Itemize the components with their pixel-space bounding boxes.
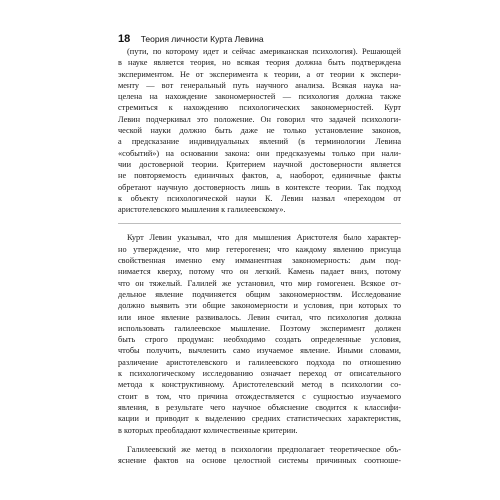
text-line: Левин подчеркивал это положение. Он говорил что задачей психологи- — [118, 114, 401, 124]
page-header — [118, 29, 264, 47]
text-line: использовать галилеевское мышление. Поэтому эксперимент должен — [118, 323, 401, 333]
text-line: (пути, по которому идет и сейчас американская психология). Решающей — [127, 47, 401, 56]
text-line: а предсказание индивидуальных явлений (в терминологии Левина — [118, 137, 401, 147]
text-line: что он тяжелый. Галилей же установил, что мир гомогенен. Всякое от- — [118, 278, 401, 288]
text-line: к объекту психологической науки К. Левин назвал «переходом от — [118, 193, 401, 203]
text-line: свойственная именно ему имманентная закономерность: дым под- — [118, 256, 401, 266]
text-line: не повторяемость единичных фактов, а, наоборот, единичные факты — [118, 171, 401, 181]
text-line: «событий») на основании закона: они предсказуемы только при нали- — [118, 148, 401, 158]
running-title: Теория личности Курта Левина — [140, 34, 264, 44]
text-line: но утверждение, что мир гетерогенен; что каждому явлению присуща — [118, 244, 401, 254]
text-line: в науке является теория, но всякая теория должна быть подтверждена — [118, 58, 401, 68]
text-line: в которых преобладают количественные критерии. — [118, 425, 298, 435]
text-line: стоит в том, что причина отождествляется с сущностью изучаемого — [118, 391, 401, 401]
text-line: или иное явление развивалось. Левин считал, что психология должна — [118, 312, 401, 322]
page-number: 18 — [118, 33, 131, 45]
text-line: Курт Левин указывал, что для мышления Аристотеля было характер- — [127, 233, 401, 243]
text-line: метода к конструктивному. Аристотелевский метод в психологии со- — [118, 380, 401, 390]
text-line: обретают научную достоверность лишь в контексте теории. Так подход — [118, 182, 401, 192]
text-line: яснение фактов на основе целостной системы причинных соотноше- — [118, 456, 401, 466]
text-line: ческой науки должно быть даже не только установление законов, — [118, 126, 401, 136]
text-line: целена на нахождение закономерностей — психология должна также — [118, 92, 401, 102]
section-divider — [118, 223, 401, 224]
text-line: кации и приводит к выделению средних статистических характеристик, — [118, 414, 401, 424]
text-line: чтобы получить, вычленить само изучаемое явление. Иными словами, — [118, 346, 401, 356]
page-body — [118, 46, 401, 466]
paragraph-1 — [118, 46, 401, 215]
text-line: дельное явление подчиняется общим закономерностям. Исследование — [118, 289, 401, 299]
text-line: чии достоверной теории. Критерием научной достоверности является — [118, 159, 401, 169]
text-line: экспериментом. Не от эксперимента к теории, а от теории к экспери- — [118, 69, 401, 79]
text-line: должно выявить эти общие закономерности и условия, при которых то — [118, 301, 401, 311]
text-line: стремиться к нахождению психологических закономерностей. Курт — [118, 103, 401, 113]
text-line: быть строго продуман: необходимо создать определенные условия, — [118, 335, 401, 345]
text-line: явления, в результате чего научное объяснение сводится к классифи- — [118, 402, 401, 412]
text-line: различение аристотелевского и галилеевского подхода по отношению — [118, 357, 401, 367]
text-line: нимается кверху, потому что он легкий. Камень падает вниз, потому — [118, 267, 401, 277]
text-line: аристотелевского мышления к галилеевскому». — [118, 205, 286, 215]
paragraph-3 — [118, 444, 401, 467]
text-line: к психологическому исследованию означает переход от описательного — [118, 369, 401, 379]
paragraph-2 — [118, 232, 401, 435]
text-line: Галилеевский же метод в психологии предполагает теоретическое объ- — [127, 444, 401, 454]
text-line: менту — вот генеральный путь научного анализа. Всякая наука на- — [118, 80, 401, 90]
